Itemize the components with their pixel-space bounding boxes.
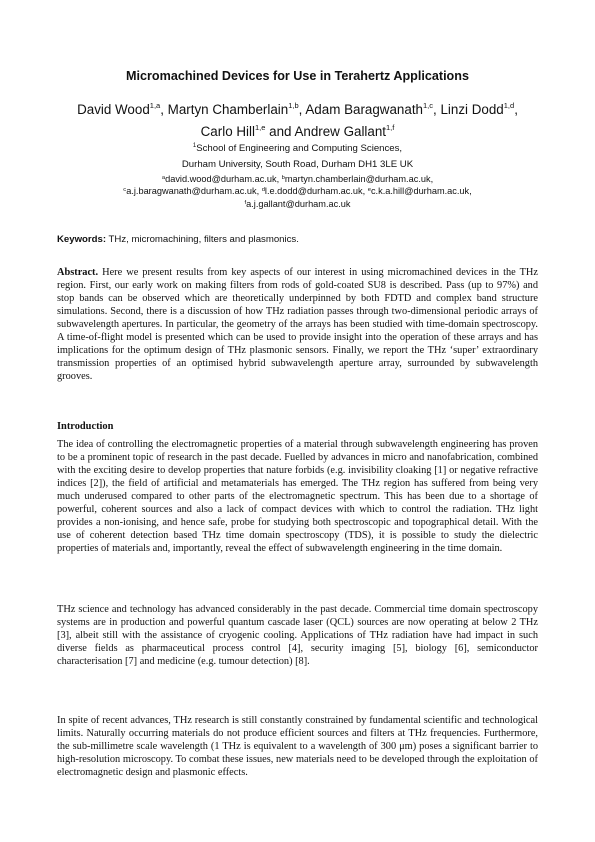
email-link[interactable]: c.k.a.hill@durham.ac.uk, xyxy=(370,186,472,197)
author-separator: , xyxy=(298,102,306,117)
email-marker: b xyxy=(281,175,285,181)
email-marker: c xyxy=(123,187,127,194)
email-link[interactable]: l.e.dodd@durham.ac.uk, xyxy=(264,186,368,197)
email-link[interactable]: a.j.baragwanath@durham.ac.uk, xyxy=(126,186,262,197)
abstract xyxy=(57,266,538,383)
author-separator: and xyxy=(265,124,295,139)
author-name: Linzi Dodd xyxy=(440,102,504,117)
affiliation-line: School of Engineering and Computing Sciences, xyxy=(196,143,403,154)
keywords-label: Keywords: xyxy=(57,234,107,245)
author-affiliation-marker: 1,d xyxy=(503,101,515,110)
email-link[interactable]: a.j.gallant@durham.ac.uk xyxy=(246,198,351,209)
paper-title: Micromachined Devices for Use in Terahertz Applications xyxy=(126,69,469,83)
author-affiliation-marker: 1,b xyxy=(288,101,299,110)
section-heading: Introduction xyxy=(57,421,114,432)
abstract-label: Abstract. xyxy=(57,267,99,278)
email-list xyxy=(40,173,555,210)
author-affiliation-marker: 1,e xyxy=(254,123,266,132)
author-affiliation-marker: 1,c xyxy=(423,101,434,110)
author-name: Carlo Hill xyxy=(200,124,255,139)
affiliation xyxy=(40,138,555,173)
paragraph: THz science and technology has advanced considerably in the past decade. Commercial time domain spectroscopy systems are in production and powerful quantum cascade laser (QCL) sources are now operating at below 2 THz [3], albeit still with the assistance of cryogenic cooling. Applications of THz radiation have had impact in such diverse fields as pharmaceutical process control [4], security imaging [5], biology [6], semiconductor characterisation [7] and medicine (e.g. tumour detection) [8]. xyxy=(57,604,538,668)
keywords-text: THz, micromachining, filters and plasmonics. xyxy=(106,234,299,245)
affiliation-line: Durham University, South Road, Durham DH1 3LE UK xyxy=(181,159,414,170)
affiliation-marker: 1 xyxy=(192,143,197,149)
author-affiliation-marker: 1,a xyxy=(149,101,161,110)
paragraph: In spite of recent advances, THz research is still constantly constrained by fundamental scientific and technological limits. Naturally occurring materials do not produce efficient sources and filters at THz frequencies. Furthermore, the sub-millimetre scale wavelength (1 THz is equivalent to a wavelength of 300 μm) poses a significant barrier to high-resolution microscopy. To combat these issues, new materials need to be developed through the exploitation of electromagnetic design and plasmonic effects. xyxy=(57,715,538,779)
author-name: Andrew Gallant xyxy=(294,124,387,139)
keywords xyxy=(57,234,547,245)
abstract-text: Here we present results from key aspects of our interest in using micromachined devices in the THz region. First, our early work on making filters from rods of gold-coated SU8 is described. Pass (up to 97%) and stop bands can be observed which are theoretically underpinned by both FDTD and complex band structure simulations. Second, there is a discussion of how THz radiation passes through two-dimensional periodic arrays of subwavelength apertures. In particular, the geometry of the arrays has been studied with time-domain spectroscopy. A time-of-flight model is presented which can be used to provide insight into the operation of these arrays and has implications for the optimum design of THz plasmonic sensors. Finally, we report the THz ‘super’ extraordinary transmission properties of an optimised hybrid subwavelength aperture array, surrounded by subwavelength grooves. xyxy=(57,267,538,383)
author-name: Martyn Chamberlain xyxy=(167,102,289,117)
paragraph: The idea of controlling the electromagnetic properties of a material through subwavelength engineering has proven to be a prominent topic of research in the past decade. Fuelled by advances in micro and nanofabrication, combined with the exciting desire to develop properties that nature forbids (e.g. invisibility cloaking [1] or negative refractive indices [2]), the field of artificial and metamaterials has emerged. The THz region has suffered from being very much underused compared to other parts of the electromagnetic spectrum. This has been due to a shortage of powerful, coherent sources and also a lack of compact devices with which to control the radiation. THz light provides a non-ionising, and hence safe, probe for studying both spectroscopic and topographical detail. With the use of coherent detection based THz time domain spectroscopy (TDS), it is possible to study the dielectric properties of materials and, importantly, reveal the effect of subwavelength engineering in the time domain. xyxy=(57,439,538,555)
author-separator: , xyxy=(160,102,168,117)
email-link[interactable]: martyn.chamberlain@durham.ac.uk, xyxy=(284,174,434,184)
author-list xyxy=(40,97,555,141)
email-marker: e xyxy=(367,187,371,194)
author-affiliation-marker: 1,f xyxy=(386,123,395,132)
email-marker: f xyxy=(244,199,247,206)
author-name: David Wood xyxy=(77,102,150,117)
author-separator: , xyxy=(514,102,518,117)
author-name: Adam Baragwanath xyxy=(305,102,423,117)
email-marker: a xyxy=(161,175,166,181)
email-link[interactable]: david.wood@durham.ac.uk, xyxy=(165,174,282,184)
author-separator: , xyxy=(433,102,441,117)
email-marker: d xyxy=(261,187,265,194)
